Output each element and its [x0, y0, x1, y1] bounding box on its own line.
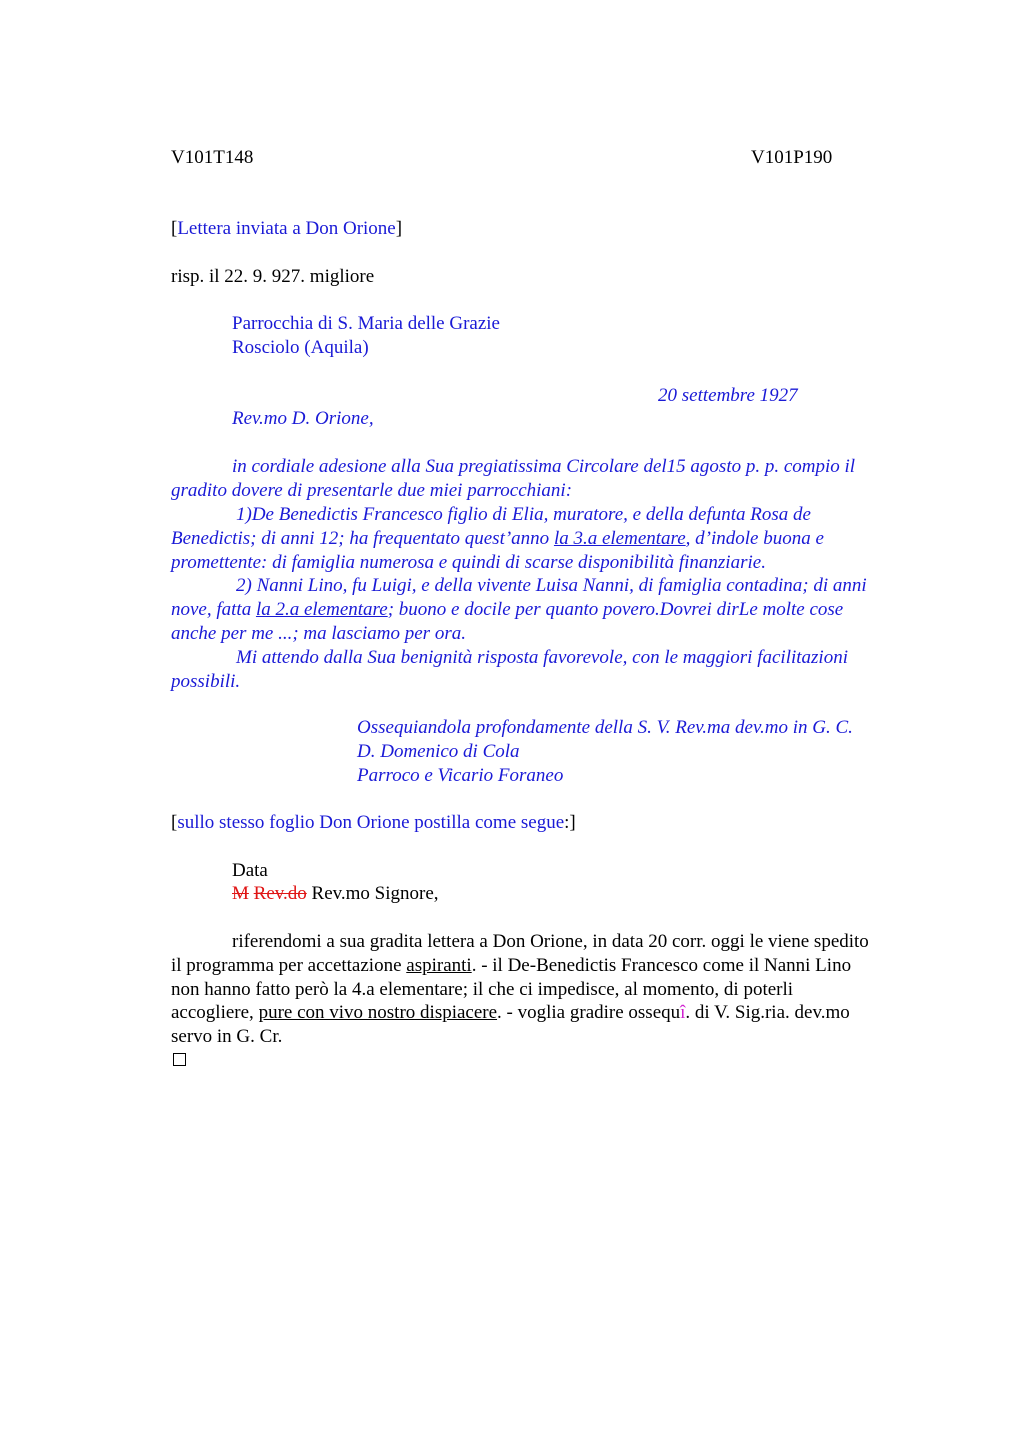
underlined-text: la 2.a elementare [255, 599, 388, 620]
editorial-note-2: [sullo stesso foglio Don Orione postilla come segue:] [171, 812, 576, 833]
underlined-text: la 3.a elementare [553, 528, 686, 549]
letter-salutation: Rev.mo D. Orione, [232, 408, 374, 429]
letter-paragraph-4-line-1: Mi attendo dalla Sua benignità risposta favorevole, con le maggiori facilitazioni [236, 647, 848, 668]
reply-line-2: il programma per accettazione aspiranti. - il De-Benedictis Francesco come il Nanni Lino [171, 955, 852, 976]
reply-line-3: non hanno fatto però la 4.a elementare; il che ci impedisce, al momento, di poterli [171, 979, 794, 1000]
letter-date: 20 settembre 1927 [658, 385, 798, 406]
letter-paragraph-3-line-3: anche per me ...; ma lasciamo per ora. [171, 623, 466, 644]
letter-paragraph-1-line-2: gradito dovere di presentarle due miei parrocchiani: [171, 480, 573, 501]
underlined-text: pure con vivo nostro dispiacere [258, 1002, 498, 1023]
highlighted-char: î [680, 1002, 686, 1023]
reply-line-1: riferendomi a sua gradita lettera a Don Orione, in data 20 corr. oggi le viene spedito [232, 931, 869, 952]
square-box-icon [173, 1053, 186, 1066]
letter-closing: Ossequiandola profondamente della S. V. Rev.ma dev.mo in G. C. [357, 717, 853, 738]
reply-salutation: M Rev.do Rev.mo Signore, [232, 883, 439, 904]
parish-line-1: Parrocchia di S. Maria delle Grazie [232, 313, 500, 334]
letter-paragraph-2-line-1: 1)De Benedictis Francesco figlio di Elia, muratore, e della defunta Rosa de [236, 504, 811, 525]
reply-note: risp. il 22. 9. 927. migliore [171, 266, 375, 287]
letter-paragraph-1-line-1: in cordiale adesione alla Sua pregiatissima Circolare del15 agosto p. p. compio il [232, 456, 856, 477]
reply-data-label: Data [232, 860, 268, 881]
letter-signer-title: Parroco e Vicario Foraneo [357, 765, 564, 786]
struck-text: M [232, 883, 249, 904]
letter-paragraph-2-line-2: Benedictis; di anni 12; ha frequentato quest’anno la 3.a elementare, d’indole buona e [171, 528, 824, 549]
parish-line-2: Rosciolo (Aquila) [232, 337, 369, 358]
header-right-code: V101P190 [751, 147, 833, 168]
editorial-note-1: [Lettera inviata a Don Orione] [171, 218, 403, 239]
underlined-text: aspiranti [406, 955, 472, 976]
letter-paragraph-4-line-2: possibili. [171, 671, 241, 692]
struck-text: Rev.do [253, 883, 307, 904]
reply-line-5: servo in G. Cr. [171, 1026, 283, 1047]
letter-paragraph-3-line-2: nove, fatta la 2.a elementare; buono e docile per quanto povero.Dovrei dirLe molte cose [171, 599, 844, 620]
header-left-code: V101T148 [171, 147, 254, 168]
reply-line-4: accogliere, pure con vivo nostro dispiacere. - voglia gradire ossequî. di V. Sig.ria. dev.mo [171, 1002, 850, 1023]
letter-signature: D. Domenico di Cola [357, 741, 520, 762]
letter-paragraph-3-line-1: 2) Nanni Lino, fu Luigi, e della vivente Luisa Nanni, di famiglia contadina; di anni [236, 575, 867, 596]
letter-paragraph-2-line-3: promettente: di famiglia numerosa e quindi di scarse disponibilità finanziarie. [171, 552, 766, 573]
